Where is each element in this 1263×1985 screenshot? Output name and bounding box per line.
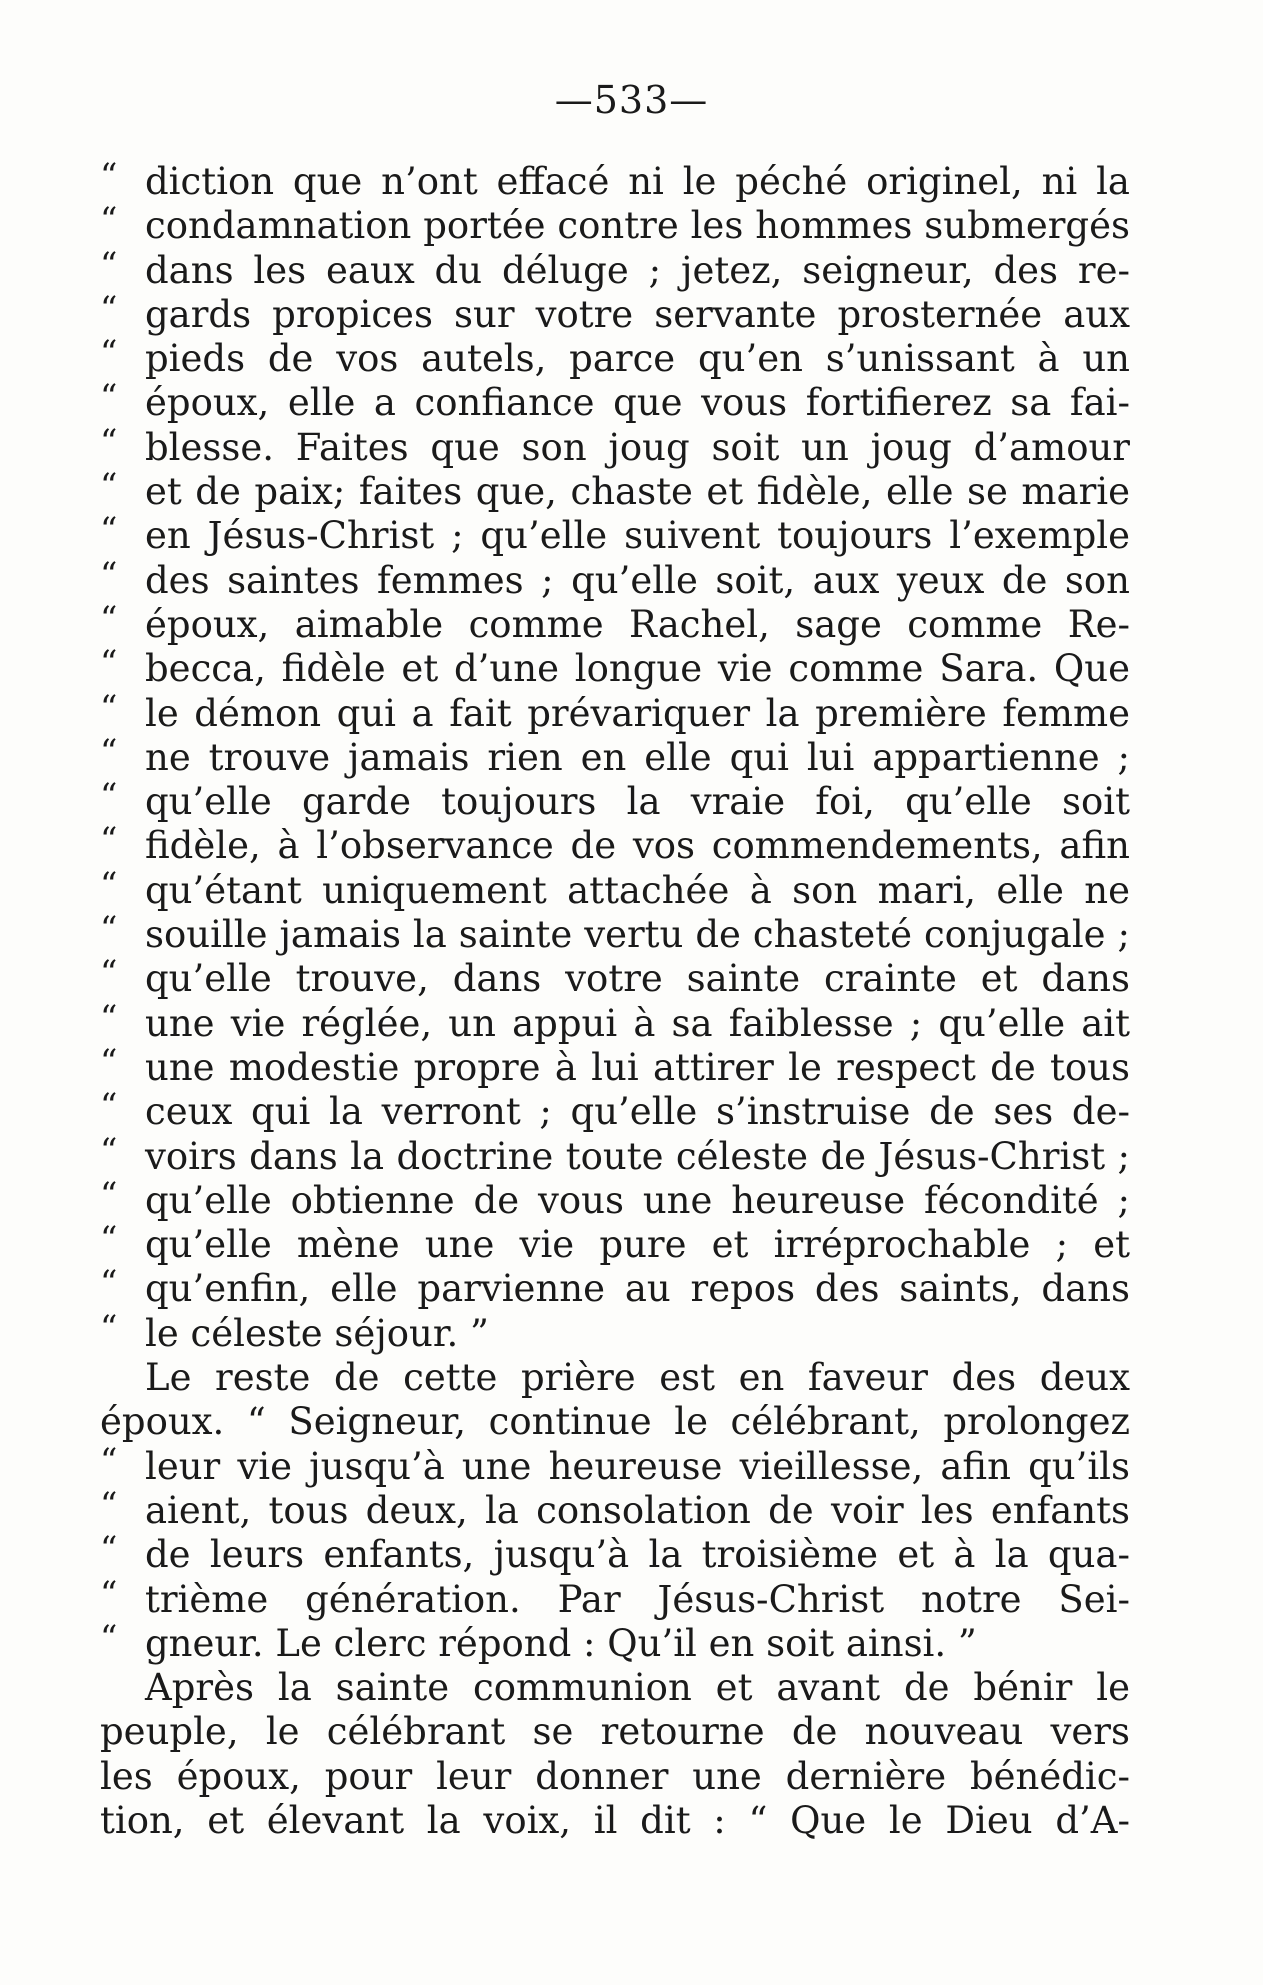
page-number: —533— <box>554 78 709 122</box>
quote-mark: “ <box>100 1488 118 1525</box>
line-text: peuple, le célébrant se retourne de nouveau vers <box>100 1710 1130 1754</box>
text-line <box>100 1179 1130 1223</box>
line-text: pieds de vos autels, parce qu’en s’unissant à un <box>145 337 1130 381</box>
text-line <box>100 1799 1130 1843</box>
line-text: souille jamais la sainte vertu de chasteté conjugale ; <box>145 913 1130 957</box>
text-line <box>100 1578 1130 1622</box>
quote-mark: “ <box>100 381 118 418</box>
text-line <box>100 647 1130 691</box>
text-line <box>100 869 1130 913</box>
line-text: et de paix; faites que, chaste et fidèle, elle se marie <box>145 470 1130 514</box>
quote-mark: “ <box>100 204 118 241</box>
line-text: aient, tous deux, la consolation de voir les enfants <box>145 1488 1130 1532</box>
quote-mark: “ <box>100 735 118 772</box>
text-line <box>100 1223 1130 1267</box>
text-line <box>100 470 1130 514</box>
text-line <box>100 1666 1130 1710</box>
quote-mark: “ <box>100 824 118 861</box>
quote-mark: “ <box>100 1001 118 1038</box>
quote-mark: “ <box>100 1533 118 1570</box>
text-line <box>100 1622 1130 1666</box>
text-line <box>100 1135 1130 1179</box>
quote-mark: “ <box>100 1577 118 1614</box>
text-line <box>100 1400 1130 1444</box>
text-line <box>100 204 1130 248</box>
quote-mark: “ <box>100 1045 118 1082</box>
line-text: blesse. Faites que son joug soit un joug d’amour <box>145 425 1130 469</box>
line-text: qu’elle trouve, dans votre sainte crainte et dans <box>145 957 1130 1001</box>
quote-mark: “ <box>100 602 118 639</box>
quote-mark: “ <box>100 470 118 507</box>
text-line <box>100 381 1130 425</box>
quote-mark: “ <box>100 691 118 728</box>
quote-mark: “ <box>100 957 118 994</box>
line-text: époux. “ Seigneur, continue le célébrant, prolongez <box>100 1400 1130 1444</box>
quote-mark: “ <box>100 913 118 950</box>
text-line <box>100 1710 1130 1754</box>
text-line <box>100 1356 1130 1400</box>
quote-mark: “ <box>100 337 118 374</box>
line-text: voirs dans la doctrine toute céleste de Jésus-Christ ; <box>145 1134 1130 1178</box>
text-line <box>100 559 1130 603</box>
line-text: Le reste de cette prière est en faveur des deux <box>145 1356 1130 1400</box>
text-line <box>100 1533 1130 1577</box>
line-text: une vie réglée, un appui à sa faiblesse ; qu’elle ait <box>145 1001 1130 1045</box>
line-text: qu’elle obtienne de vous une heureuse fécondité ; <box>145 1178 1130 1222</box>
quote-mark: “ <box>100 1311 118 1348</box>
text-line <box>100 514 1130 558</box>
quote-mark: “ <box>100 1444 118 1481</box>
quote-mark: “ <box>100 248 118 285</box>
line-text: condamnation portée contre les hommes submergés <box>145 204 1130 248</box>
quote-mark: “ <box>100 1134 118 1171</box>
text-line <box>100 1267 1130 1311</box>
quote-mark: “ <box>100 780 118 817</box>
text-line <box>100 1489 1130 1533</box>
quote-mark: “ <box>100 1267 118 1304</box>
quote-mark: “ <box>100 1090 118 1127</box>
quote-mark: “ <box>100 558 118 595</box>
line-text: ceux qui la verront ; qu’elle s’instruise de ses de- <box>145 1090 1130 1134</box>
text-line <box>100 160 1130 204</box>
text-line <box>100 692 1130 736</box>
text-line <box>100 249 1130 293</box>
line-text: gards propices sur votre servante prosternée aux <box>145 292 1130 336</box>
text-line <box>100 1002 1130 1046</box>
line-text: qu’elle mène une vie pure et irréprochable ; et <box>145 1223 1130 1267</box>
line-text: de leurs enfants, jusqu’à la troisième et à la qua- <box>145 1533 1130 1577</box>
text-line <box>100 957 1130 1001</box>
text-line <box>100 337 1130 381</box>
text-line <box>100 780 1130 824</box>
line-text: en Jésus-Christ ; qu’elle suivent toujours l’exemple <box>145 514 1130 558</box>
line-text: qu’elle garde toujours la vraie foi, qu’elle soit <box>145 780 1130 824</box>
quote-mark: “ <box>100 1223 118 1260</box>
quote-mark: “ <box>100 868 118 905</box>
line-text: le démon qui a fait prévariquer la première femme <box>145 691 1130 735</box>
line-text: leur vie jusqu’à une heureuse vieillesse, afin qu’ils <box>145 1444 1130 1488</box>
line-text: tion, et élevant la voix, il dit : “ Que le Dieu d’A- <box>100 1798 1130 1842</box>
line-text: époux, aimable comme Rachel, sage comme Re- <box>145 602 1130 646</box>
quote-mark: “ <box>100 1621 118 1658</box>
line-text: qu’enfin, elle parvienne au repos des saints, dans <box>145 1267 1130 1311</box>
quote-mark: “ <box>100 647 118 684</box>
text-line <box>100 1090 1130 1134</box>
quote-mark: “ <box>100 514 118 551</box>
text-line <box>100 293 1130 337</box>
line-text: des saintes femmes ; qu’elle soit, aux yeux de son <box>145 558 1130 602</box>
text-line <box>100 1755 1130 1799</box>
text-line <box>100 824 1130 868</box>
line-text: diction que n’ont effacé ni le péché originel, ni la <box>145 160 1130 203</box>
text-line <box>100 913 1130 957</box>
line-text: dans les eaux du déluge ; jetez, seigneur, des re- <box>145 248 1130 292</box>
text-line <box>100 426 1130 470</box>
line-text: ne trouve jamais rien en elle qui lui appartienne ; <box>145 735 1130 779</box>
line-text: les époux, pour leur donner une dernière bénédic- <box>100 1754 1130 1798</box>
quote-mark: “ <box>100 160 118 196</box>
body-text <box>100 160 1130 1843</box>
quote-mark: “ <box>100 425 118 462</box>
quote-mark: “ <box>100 292 118 329</box>
line-text: Après la sainte communion et avant de bénir le <box>145 1666 1130 1710</box>
line-text: une modestie propre à lui attirer le respect de tous <box>145 1045 1130 1089</box>
text-line <box>100 736 1130 780</box>
line-text: époux, elle a confiance que vous fortifierez sa fai- <box>145 381 1130 425</box>
line-text: fidèle, à l’observance de vos commendements, afin <box>145 824 1130 868</box>
text-line <box>100 1312 1130 1356</box>
line-text: becca, fidèle et d’une longue vie comme Sara. Que <box>145 647 1130 691</box>
line-text: gneur. Le clerc répond : Qu’il en soit ainsi. ” <box>145 1621 977 1665</box>
text-line <box>100 603 1130 647</box>
line-text: qu’étant uniquement attachée à son mari, elle ne <box>145 868 1130 912</box>
line-text: le céleste séjour. ” <box>145 1311 489 1355</box>
line-text: trième génération. Par Jésus-Christ notre Sei- <box>145 1577 1130 1621</box>
text-line <box>100 1445 1130 1489</box>
quote-mark: “ <box>100 1178 118 1215</box>
text-line <box>100 1046 1130 1090</box>
